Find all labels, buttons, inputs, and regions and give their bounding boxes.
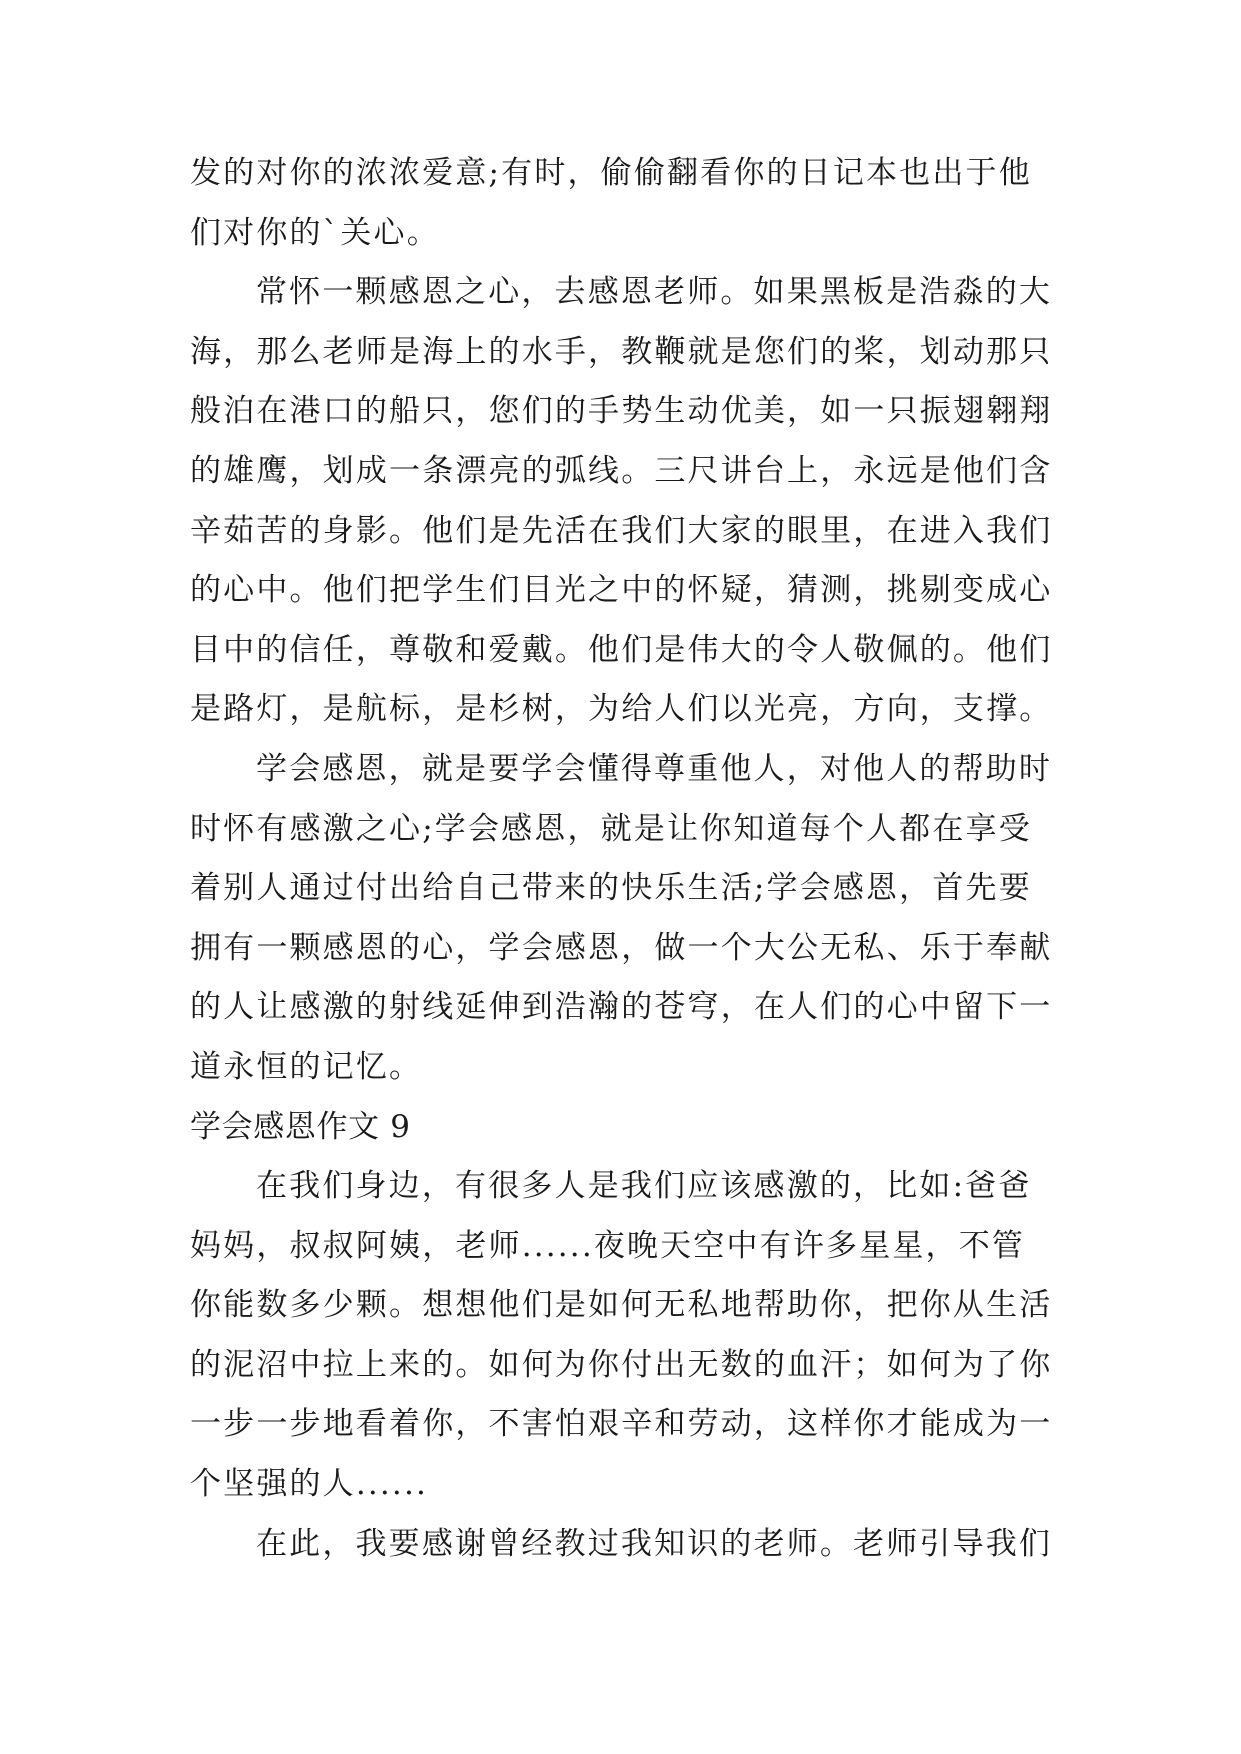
- text-line: 发的对你的浓浓爱意;有时，偷偷翻看你的日记本也出于他: [190, 155, 1032, 191]
- paragraph-start-line: 学会感恩，就是要学会懂得尊重他人，对他人的帮助时: [256, 750, 1053, 787]
- text-line: 是路灯，是航标，是杉树，为给人们以光亮，方向，支撑。: [190, 691, 1053, 728]
- paragraph-start-line: 在我们身边，有很多人是我们应该感激的，比如:爸爸: [256, 1168, 1032, 1205]
- text-line: 目中的信任，尊敬和爱戴。他们是伟大的令人敬佩的。他们: [190, 631, 1053, 668]
- text-line: 你能数多少颗。想想他们是如何无私地帮助你，把你从生活: [190, 1287, 1053, 1324]
- text-line: 的雄鹰，划成一条漂亮的弧线。三尺讲台上，永远是他们含: [190, 452, 1053, 489]
- text-line: 妈妈，叔叔阿姨，老师......夜晚天空中有许多星星，不管: [190, 1227, 1026, 1264]
- text-line: 个坚强的人......: [190, 1466, 428, 1503]
- text-line: 时怀有感激之心;学会感恩，就是让你知道每个人都在享受: [190, 810, 1032, 847]
- document-body: [190, 155, 1070, 1588]
- text-line: 着别人通过付出给自己带来的快乐生活;学会感恩，首先要: [190, 870, 1032, 907]
- text-line: 海，那么老师是海上的水手，教鞭就是您们的桨，划动那只: [190, 333, 1053, 370]
- section-heading: 学会感恩作文 9: [190, 1108, 411, 1145]
- text-line: 的泥沼中拉上来的。如何为你付出无数的血汗；如何为了你: [190, 1346, 1053, 1383]
- paragraph-start-line: 常怀一颗感恩之心，去感恩老师。如果黑板是浩淼的大: [256, 274, 1053, 311]
- text-line: 们对你的`关心。: [190, 214, 440, 251]
- text-line: 拥有一颗感恩的心，学会感恩，做一个大公无私、乐于奉献: [190, 929, 1053, 966]
- text-line: 般泊在港口的船只，您们的手势生动优美，如一只振翅翱翔: [190, 393, 1053, 430]
- text-line: 辛茹苦的身影。他们是先活在我们大家的眼里，在进入我们: [190, 512, 1053, 549]
- text-line: 的心中。他们把学生们目光之中的怀疑，猜测，挑剔变成心: [190, 572, 1053, 609]
- text-line: 的人让感激的射线延伸到浩瀚的苍穹，在人们的心中留下一: [190, 989, 1053, 1026]
- paragraph-start-line: 在此，我要感谢曾经教过我知识的老师。老师引导我们: [256, 1525, 1053, 1562]
- text-line: 一步一步地看着你，不害怕艰辛和劳动，这样你才能成为一: [190, 1406, 1053, 1443]
- text-line: 道永恒的记忆。: [190, 1048, 423, 1085]
